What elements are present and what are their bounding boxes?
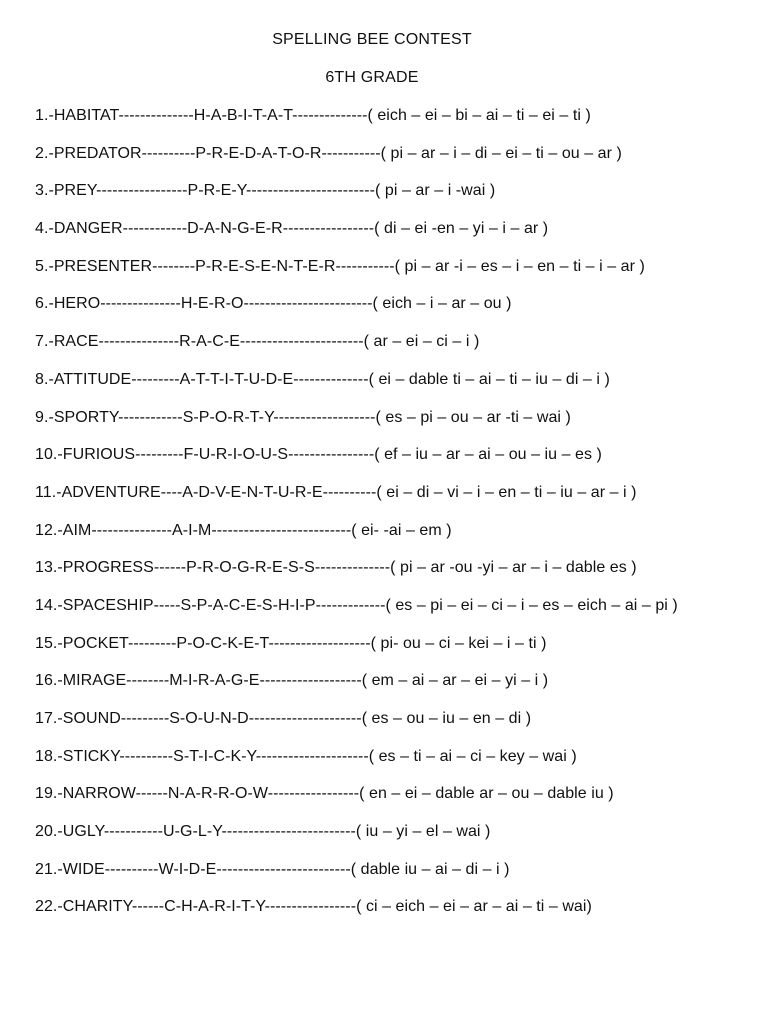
spelling-entry-20: 20.-UGLY-----------U-G-L-Y-------------------------( iu – yi – el – wai ): [35, 823, 491, 841]
spelling-entry-1: 1.-HABITAT--------------H-A-B-I-T-A-T--------------( eich – ei – bi – ai – ti – ei – ti ): [35, 107, 591, 124]
spelling-entry-19: 19.-NARROW------N-A-R-R-O-W-----------------( en – ei – dable ar – ou – dable iu ): [35, 785, 614, 803]
spelling-entry-13: 13.-PROGRESS------P-R-O-G-R-E-S-S--------------( pi – ar -ou -yi – ar – i – dable es ): [35, 559, 637, 577]
spelling-word-list: [35, 106, 678, 935]
spelling-entry-3: 3.-PREY-----------------P-R-E-Y------------------------( pi – ar – i -wai ): [35, 182, 496, 200]
spelling-entry-16: 16.-MIRAGE--------M-I-R-A-G-E-------------------( em – ai – ar – ei – yi – i ): [35, 672, 549, 690]
page-title: SPELLING BEE CONTEST: [272, 31, 472, 48]
grade-subtitle: 6TH GRADE: [325, 69, 419, 86]
spelling-entry-14: 14.-SPACESHIP-----S-P-A-C-E-S-H-I-P-------------( es – pi – ei – ci – i – es – eich – ai – pi ): [35, 596, 678, 614]
spelling-entry-12: 12.-AIM---------------A-I-M--------------------------( ei- -ai – em ): [35, 521, 452, 539]
spelling-entry-18: 18.-STICKY----------S-T-I-C-K-Y---------------------( es – ti – ai – ci – key – wai ): [35, 747, 577, 765]
spelling-entry-9: 9.-SPORTY------------S-P-O-R-T-Y-------------------( es – pi – ou – ar -ti – wai ): [35, 408, 571, 426]
spelling-entry-4: 4.-DANGER------------D-A-N-G-E-R-----------------( di – ei -en – yi – i – ar ): [35, 220, 549, 238]
spelling-entry-10: 10.-FURIOUS---------F-U-R-I-O-U-S----------------( ef – iu – ar – ai – ou – iu – es ): [35, 446, 602, 464]
spelling-entry-8: 8.-ATTITUDE---------A-T-T-I-T-U-D-E--------------( ei – dable ti – ai – ti – iu – di – i ): [35, 370, 610, 388]
spelling-entry-15: 15.-POCKET---------P-O-C-K-E-T-------------------( pi- ou – ci – kei – i – ti ): [35, 634, 547, 652]
spelling-entry-5: 5.-PRESENTER--------P-R-E-S-E-N-T-E-R-----------( pi – ar -i – es – i – en – ti – i – ar ): [35, 257, 645, 275]
spelling-entry-6: 6.-HERO---------------H-E-R-O------------------------( eich – i – ar – ou ): [35, 295, 512, 313]
spelling-entry-21: 21.-WIDE----------W-I-D-E-------------------------( dable iu – ai – di – i ): [35, 860, 510, 878]
spelling-entry-7: 7.-RACE---------------R-A-C-E-----------------------( ar – ei – ci – i ): [35, 333, 480, 351]
spelling-entry-11: 11.-ADVENTURE----A-D-V-E-N-T-U-R-E----------( ei – di – vi – i – en – ti – iu – ar – i ): [35, 483, 637, 501]
spelling-entry-22: 22.-CHARITY------C-H-A-R-I-T-Y-----------------( ci – eich – ei – ar – ai – ti – wai): [35, 898, 592, 916]
spelling-entry-2: 2.-PREDATOR----------P-R-E-D-A-T-O-R-----------( pi – ar – i – di – ei – ti – ou – ar ): [35, 144, 622, 162]
spelling-entry-17: 17.-SOUND---------S-O-U-N-D---------------------( es – ou – iu – en – di ): [35, 710, 532, 727]
